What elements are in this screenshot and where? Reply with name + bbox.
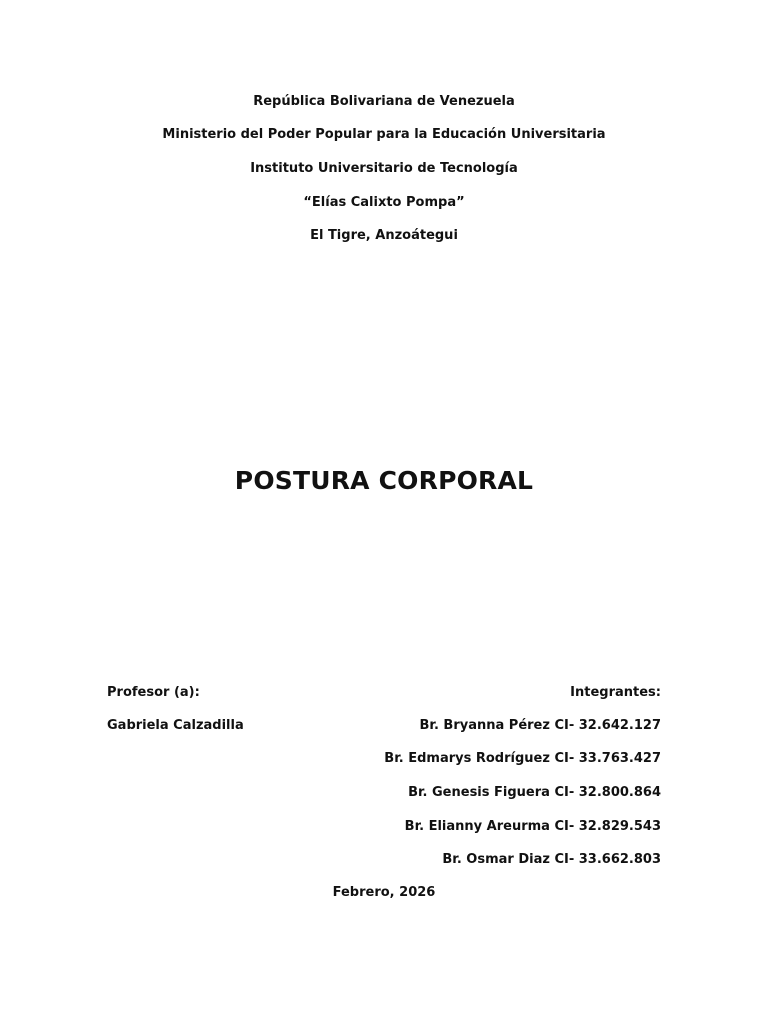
document-date: Febrero, 2026 bbox=[332, 885, 436, 900]
member-item: Br. Osmar Diaz CI- 33.662.803 bbox=[442, 852, 661, 867]
header-institute: Instituto Universitario de Tecnología bbox=[250, 161, 518, 176]
member-item: Br. Elianny Areurma CI- 32.829.543 bbox=[404, 819, 661, 834]
header-ministry: Ministerio del Poder Popular para la Educación Universitaria bbox=[162, 127, 606, 142]
document-title: POSTURA CORPORAL bbox=[234, 466, 534, 495]
header-country: República Bolivariana de Venezuela bbox=[253, 94, 515, 109]
member-item: Br. Genesis Figuera CI- 32.800.864 bbox=[408, 785, 661, 800]
header-institute-name: “Elías Calixto Pompa” bbox=[303, 195, 465, 210]
member-item: Br. Bryanna Pérez CI- 32.642.127 bbox=[419, 718, 661, 733]
member-item: Br. Edmarys Rodríguez CI- 33.763.427 bbox=[384, 751, 661, 766]
professor-name: Gabriela Calzadilla bbox=[107, 718, 244, 733]
members-label: Integrantes: bbox=[570, 685, 661, 700]
header-location: El Tigre, Anzoátegui bbox=[310, 228, 458, 243]
professor-label: Profesor (a): bbox=[107, 685, 200, 700]
